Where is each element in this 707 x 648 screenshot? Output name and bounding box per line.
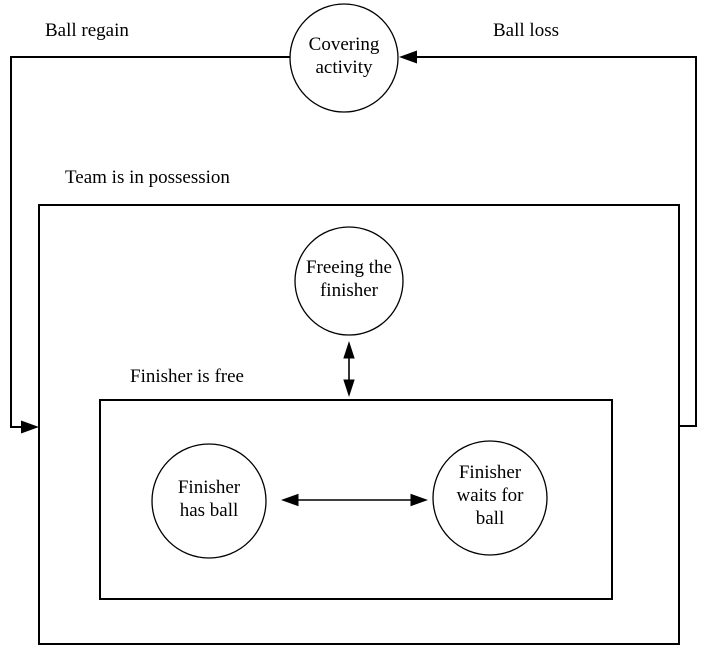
state-label-line: waits for bbox=[456, 485, 524, 506]
state-label-line: Covering bbox=[308, 34, 380, 55]
ball-loss-label: Ball loss bbox=[493, 20, 559, 41]
state-label-line: ball bbox=[475, 508, 505, 529]
state-label-line: has ball bbox=[179, 500, 239, 521]
state-label-covering-activity bbox=[264, 33, 424, 79]
ball-regain-arrowhead-icon bbox=[21, 421, 39, 434]
state-label-line: Finisher bbox=[458, 462, 522, 483]
freeing-double-arrow-up-arrowhead-icon bbox=[343, 341, 354, 359]
ball-loss-transition-line bbox=[417, 57, 696, 426]
state-label-finisher-waits-for-ball bbox=[410, 461, 570, 530]
ball-regain-label: Ball regain bbox=[45, 20, 129, 41]
finisher-free-label: Finisher is free bbox=[130, 366, 244, 387]
team-possession-label: Team is in possession bbox=[65, 167, 230, 188]
state-label-line: finisher bbox=[319, 280, 379, 301]
state-label-line: activity bbox=[315, 57, 373, 78]
state-label-line: Finisher bbox=[177, 477, 241, 498]
state-label-finisher-has-ball bbox=[129, 476, 289, 522]
state-label-line: Freeing the bbox=[305, 257, 392, 278]
state-label-freeing-finisher bbox=[269, 256, 429, 302]
freeing-double-arrow-down-arrowhead-icon bbox=[343, 380, 354, 398]
